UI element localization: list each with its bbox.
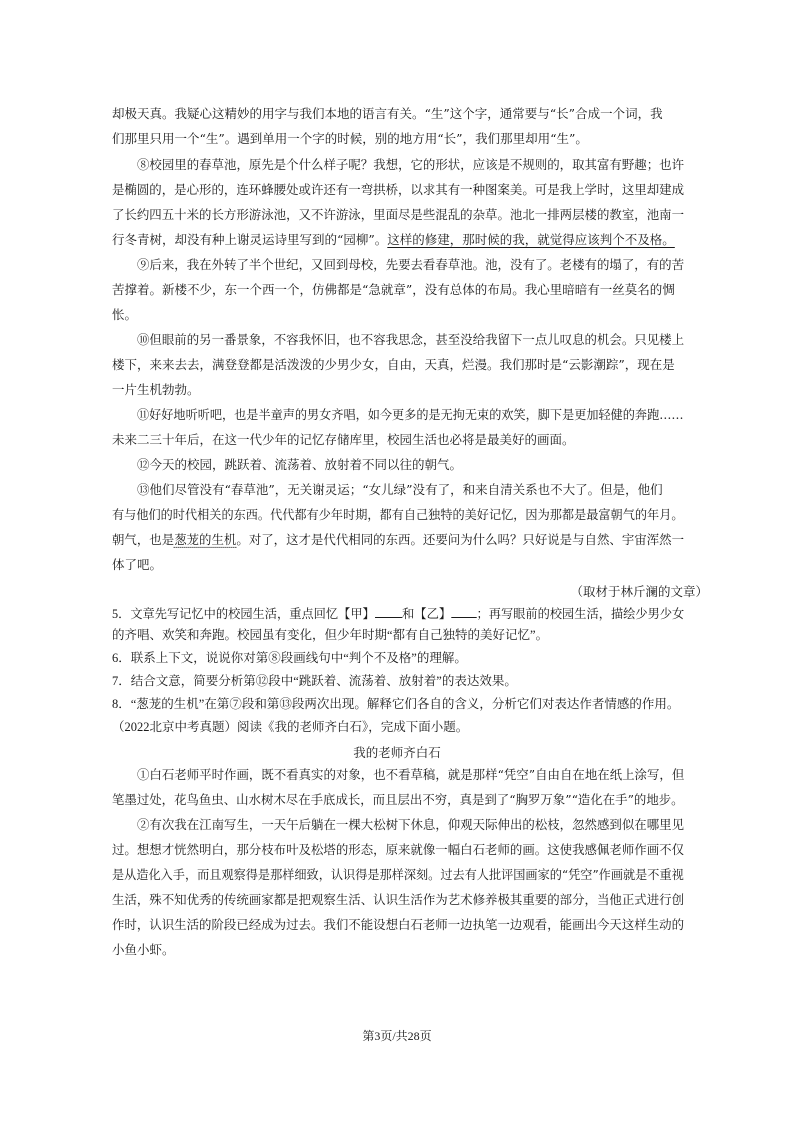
question-text: ；再写眼前的校园生活，描绘少男少女 bbox=[476, 607, 685, 621]
question-5-cont: 的齐唱、欢笑和奔跑。校园虽有变化，但少年时期“都有自己独特的美好记忆”。 bbox=[112, 628, 549, 642]
answer-blank-yi[interactable] bbox=[451, 605, 476, 618]
question-8: 8．“葱茏的生机”在第⑦段和第⑬段两次出现。解释它们各自的含义，分析它们对表达作者情感的作用。 bbox=[112, 697, 680, 711]
essay-line bbox=[112, 232, 675, 248]
essay-line: 怅。 bbox=[112, 307, 138, 322]
essay-line: 们那里只用一个“生”。遇到单用一个字的时候，别的地方用“长”，我们那里却用“生”。 bbox=[112, 131, 588, 146]
paragraph-13: ⑬他们尽管没有“春草池”，无关谢灵运；“女儿绿”没有了，和来自清关系也不大了。但是，他们 bbox=[137, 482, 663, 497]
paragraph-2: ②有次我在江南写生，一天午后躺在一棵大松树下休息，仰观天际伸出的松枝，忽然感到似在哪里见 bbox=[137, 817, 685, 832]
essay-text: 朝气，也是 bbox=[112, 532, 175, 547]
paragraph-8: ⑧校园里的春草池，原先是个什么样子呢？我想，它的形状，应该是不规则的，取其富有野趣；也许 bbox=[137, 157, 685, 172]
question-5 bbox=[112, 605, 684, 622]
answer-blank-jia[interactable] bbox=[375, 605, 402, 618]
underlined-sentence: 这样的修建，那时候的我，就觉得应该判个不及格。 bbox=[387, 232, 675, 247]
essay-line: 是从造化入手，而且观察得是那样细致，认识得是那样深刻。过去有人批评国画家的“凭空”作画就是不重视 bbox=[112, 867, 684, 882]
essay-line: 了长约四五十米的长方形游泳池，又不许游泳，里面尽是些混乱的杂草。池北一排两层楼的教室，池南一 bbox=[112, 207, 685, 222]
essay-line bbox=[112, 532, 684, 548]
dotted-phrase: 葱茏的生机 bbox=[174, 532, 237, 547]
page-number: 第3页/共28页 bbox=[362, 1029, 432, 1043]
essay-line: 生活，殊不知优秀的传统画家都是把观察生活、认识生活作为艺术修养极其重要的部分，当他正式进行创 bbox=[112, 892, 685, 907]
question-text: 5．文章先写记忆中的校园生活，重点回忆【甲】 bbox=[112, 607, 375, 621]
essay-line: 一片生机勃勃。 bbox=[112, 382, 200, 397]
essay-line: 却极天真。我疑心这精妙的用字与我们本地的语言有关。“生”这个字，通常要与“长”合成一个词，我 bbox=[112, 106, 663, 121]
question-6: 6．联系上下文，说说你对第⑧段画线句中“判个不及格”的理解。 bbox=[112, 651, 467, 665]
reading-intro: （2022北京中考真题）阅读《我的老师齐白石》，完成下面小题。 bbox=[112, 720, 469, 734]
paragraph-11: ⑪好好地听听吧，也是半童声的男女齐唱，如今更多的是无拘无束的欢笑，脚下是更加轻健的奔跑…… bbox=[137, 407, 684, 422]
essay-line: 是椭圆的，是心形的，连环蜂腰处或许还有一弯拱桥，以求其有一种图案美。可是我上学时，这里却建成 bbox=[112, 182, 685, 197]
paragraph-9: ⑨后来，我在外转了半个世纪，又回到母校，先要去看春草池。池，没有了。老楼有的塌了，有的苦 bbox=[137, 257, 685, 272]
paragraph-12: ⑫今天的校园，跳跃着、流荡着、放射着不同以往的朝气。 bbox=[137, 457, 463, 472]
essay-line: 小鱼小虾。 bbox=[112, 942, 175, 957]
question-text: 和【乙】 bbox=[402, 607, 452, 621]
paragraph-1: ①白石老师平时作画，既不看真实的对象，也不看草稿，就是那样“凭空”自由自在地在纸上涂写，但 bbox=[137, 767, 685, 782]
question-7: 7．结合文意，简要分析第⑫段中“跳跃着、流荡着、放射着”的表达效果。 bbox=[112, 674, 517, 688]
essay-line: 楼下，来来去去，满登登都是活泼泼的少男少女，自由，天真，烂漫。我们那时是“云影潮踪”，现在是 bbox=[112, 357, 675, 372]
essay-line: 未来二三十年后，在这一代少年的记忆存储库里，校园生活也必将是最美好的画面。 bbox=[112, 432, 575, 447]
essay-line: 作时，认识生活的阶段已经成为过去。我们不能设想白石老师一边执笔一边观看，能画出今天这样生动的 bbox=[112, 917, 685, 932]
essay-line: 过。想想才恍然明白，那分枝布叶及松塔的形态，原来就像一幅白石老师的画。这使我感佩老师作画不仅 bbox=[112, 842, 685, 857]
essay-line: 体了吧。 bbox=[112, 557, 163, 572]
essay-line: 苦撑着。新楼不少，东一个西一个，仿佛都是“急就章”，没有总体的布局。我心里暗暗有一丝莫名的惆 bbox=[112, 282, 675, 297]
source-attribution: （取材于林斤澜的文章） bbox=[570, 584, 708, 599]
paragraph-10: ⑩但眼前的另一番景象，不容我怀旧，也不容我思念，甚至没给我留下一点儿叹息的机会。只见楼上 bbox=[137, 332, 685, 347]
essay-line: 有与他们的时代相关的东西。代代都有少年时期，都有自己独特的美好记忆，因为那都是最富朝气的年月。 bbox=[112, 507, 684, 522]
essay-text: 行冬青树，却没有种上谢灵运诗里写到的“园柳”。 bbox=[112, 232, 388, 247]
essay-title: 我的老师齐白石 bbox=[353, 745, 441, 760]
essay-text: 。对了，这才是代代相同的东西。还要问为什么吗？只好说是与自然、宇宙浑然一 bbox=[236, 532, 685, 547]
essay-line: 笔墨过处，花鸟鱼虫、山水树木尽在手底成长，而且层出不穷，真是到了“胸罗万象”“造化在手”的地步。 bbox=[112, 792, 684, 807]
